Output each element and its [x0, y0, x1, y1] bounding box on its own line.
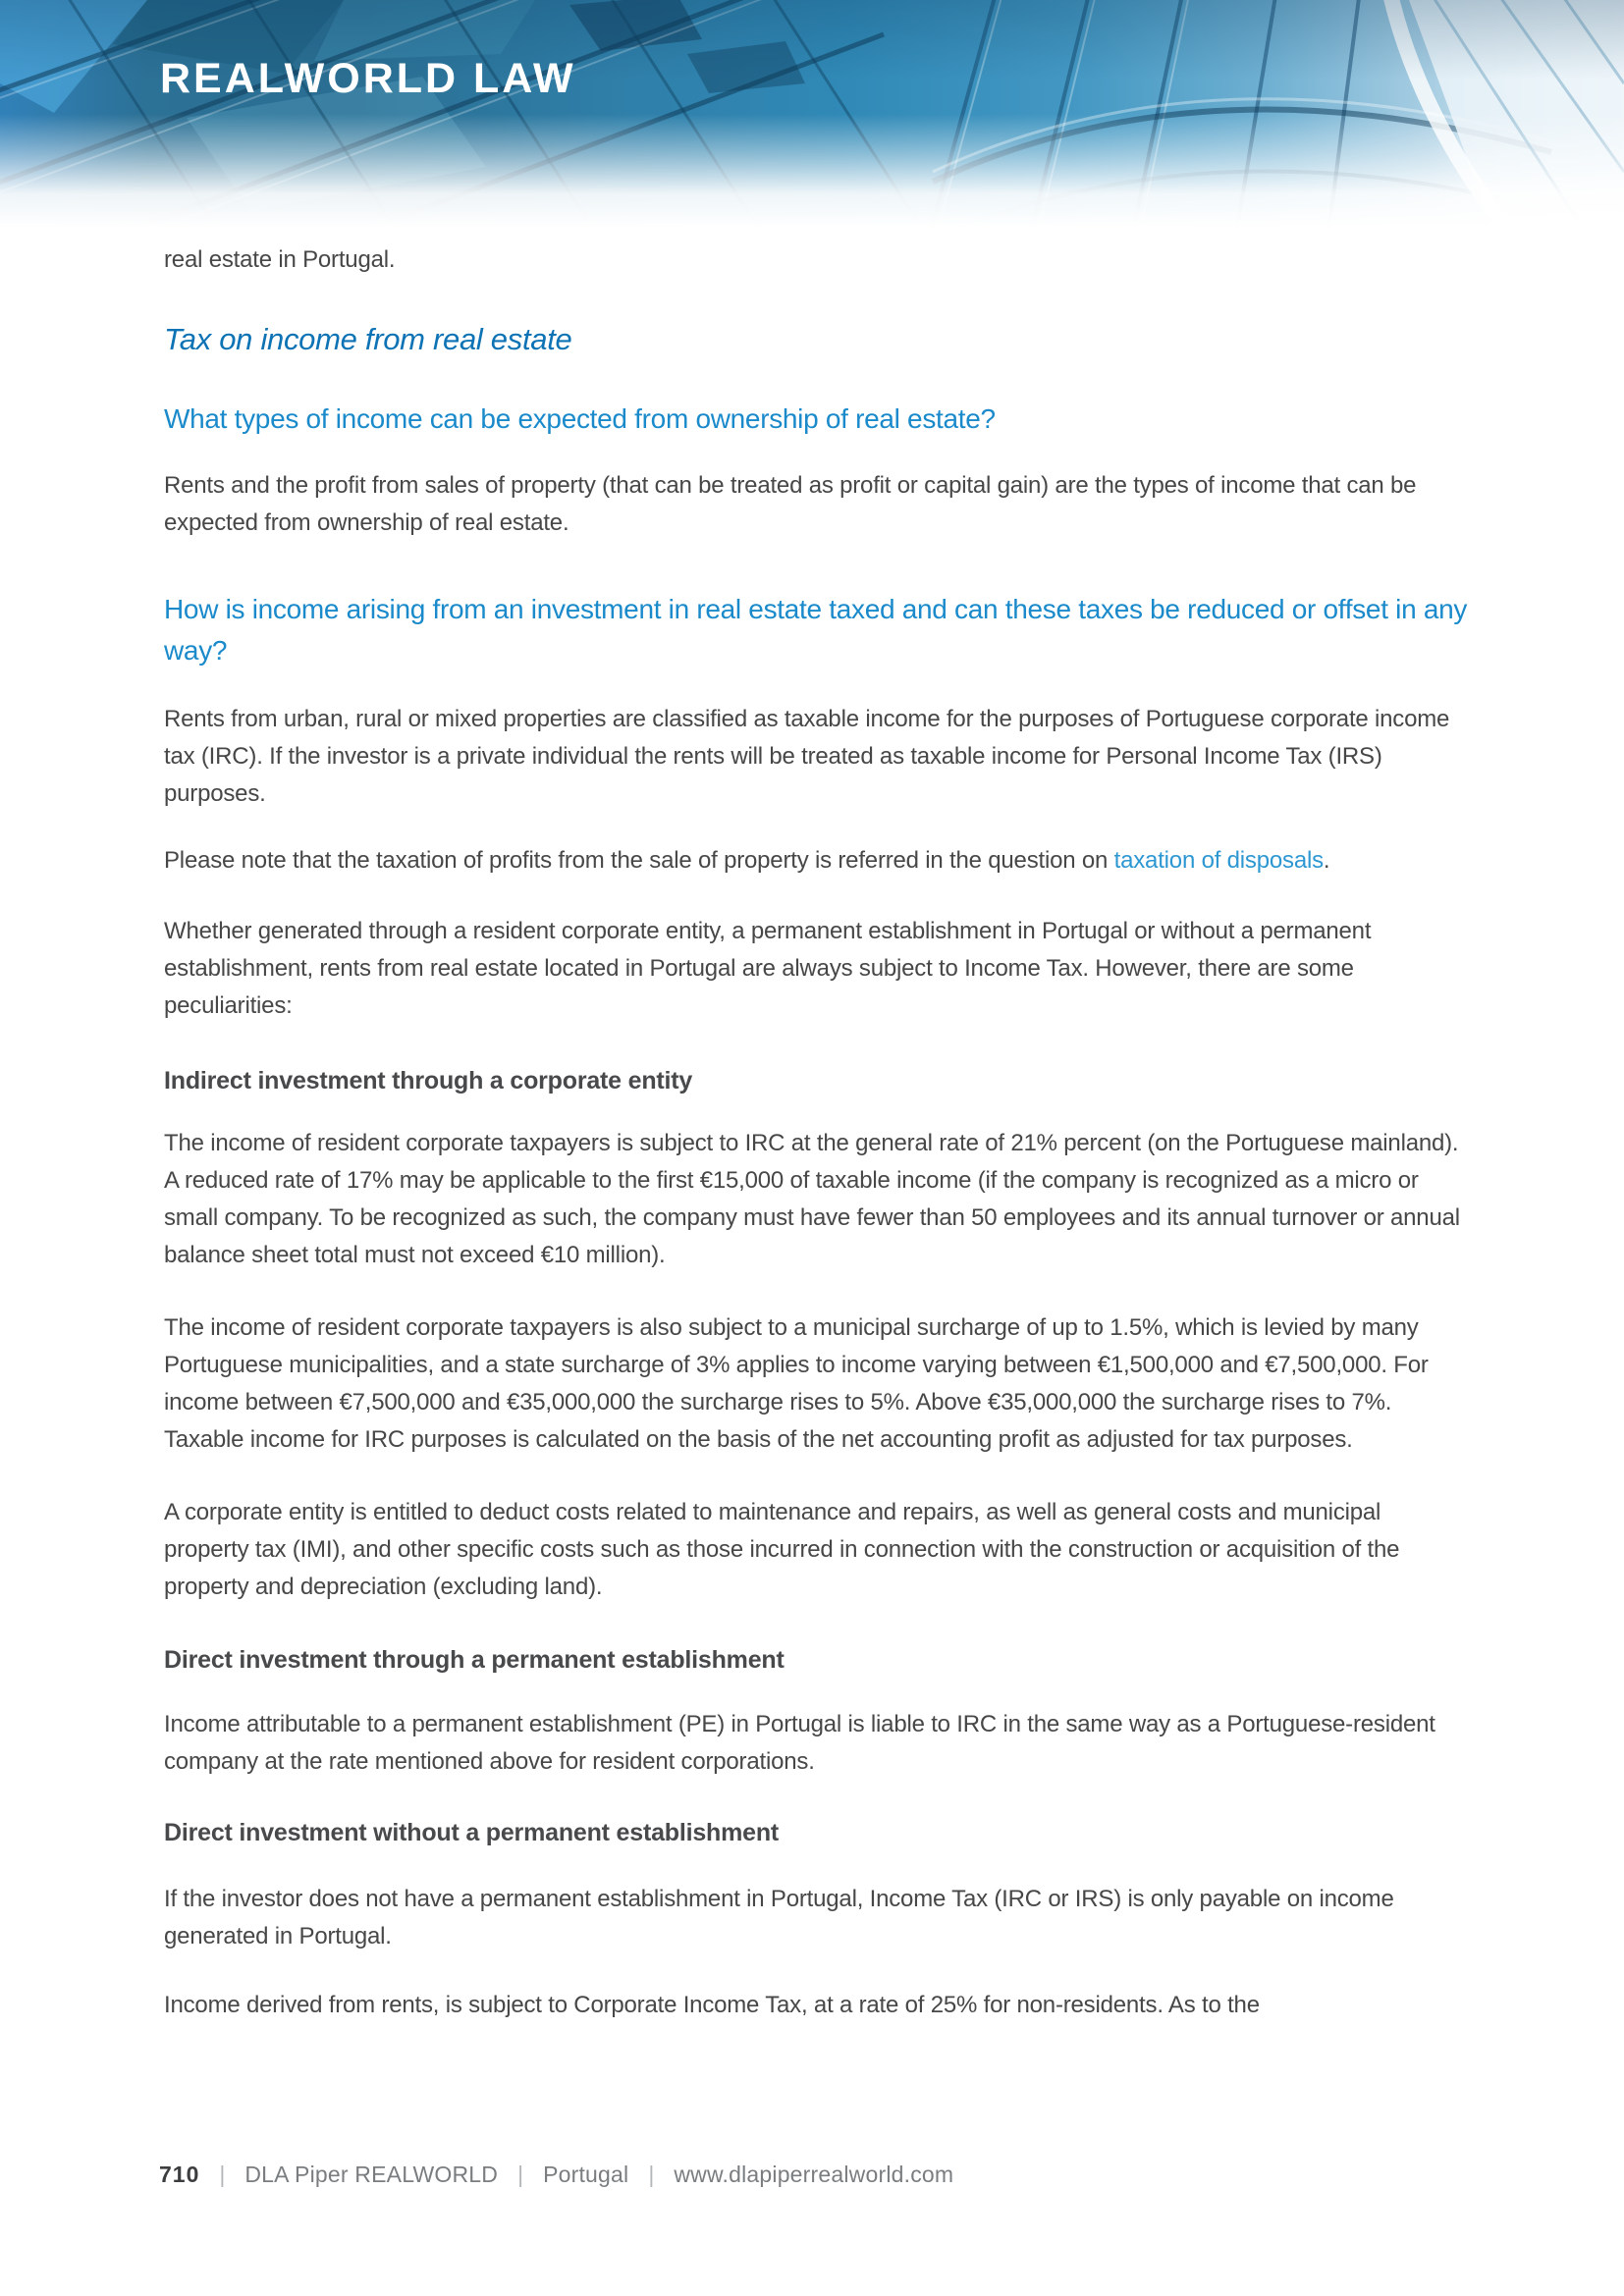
question-income-types: What types of income can be expected from ownership of real estate?	[164, 403, 996, 434]
paragraph-irc-general-rate: The income of resident corporate taxpayers is subject to IRC at the general rate of 21% percent (on the Portuguese mainland). A reduced rate of 17% may be applicable to the first €15,000 of taxable income (if the company is recognized as a micro or small company. To be recognized as such, the company must have fewer than 50 employees and its annual turnover or annual balance sheet total must not exceed €10 million).	[164, 1130, 1460, 1268]
footer-country: Portugal	[543, 2162, 629, 2187]
intro-fragment: real estate in Portugal.	[164, 246, 396, 273]
footer-brand: DLA Piper REALWORLD	[244, 2162, 499, 2187]
footer-separator-1: |	[219, 2162, 226, 2187]
paragraph-rents-classification: Rents from urban, rural or mixed properties are classified as taxable income for the purposes of Portuguese corporate income tax (IRC). If the investor is a private individual the rents will be treated as taxable income for Personal Income Tax (IRS) purposes.	[164, 706, 1450, 807]
taxation-of-disposals-link[interactable]: taxation of disposals	[1113, 847, 1324, 874]
footer-website-link[interactable]: www.dlapiperrealworld.com	[674, 2162, 954, 2187]
paragraph-surcharges: The income of resident corporate taxpayers is also subject to a municipal surcharge of up to 1.5%, which is levied by many Portuguese municipalities, and a state surcharge of 3% applies to income varying between €1,500,000 and €7,500,000. For income between €7,500,000 and €35,000,000 the surcharge rises to 5%. Above €35,000,000 the surcharge rises to 7%. Taxable income for IRC purposes is calculated on the basis of the net accounting profit as adjusted for tax purposes.	[164, 1314, 1429, 1453]
paragraph-no-pe: If the investor does not have a permanent establishment in Portugal, Income Tax (IRC or IRS) is only payable on income generated in Portugal.	[164, 1886, 1394, 1949]
page-footer	[159, 2160, 953, 2189]
subhead-direct-no-pe: Direct investment without a permanent establishment	[164, 1819, 780, 1846]
footer-separator-3: |	[648, 2162, 655, 2187]
subhead-indirect-corporate: Indirect investment through a corporate entity	[164, 1067, 693, 1095]
paragraph-deductions: A corporate entity is entitled to deduct costs related to maintenance and repairs, as well as general costs and municipal property tax (IMI), and other specific costs such as those incurred in connection with the construction or acquisition of the property and depreciation (excluding land).	[164, 1499, 1400, 1600]
section-title-tax-on-income: Tax on income from real estate	[164, 322, 572, 356]
paragraph-always-subject: Whether generated through a resident corporate entity, a permanent establishment in Portugal or without a permanent establishment, rents from real estate located in Portugal are always subject to Income Tax. However, there are some peculiarities:	[164, 918, 1372, 1019]
glass-building-photo	[0, 0, 1624, 228]
paragraph-nonresident-rate: Income derived from rents, is subject to Corporate Income Tax, at a rate of 25% for non-residents. As to the	[164, 1992, 1260, 2018]
footer-separator-2: |	[517, 2162, 524, 2187]
paragraph-income-types: Rents and the profit from sales of property (that can be treated as profit or capital gain) are the types of income that can be expected from ownership of real estate.	[164, 472, 1417, 536]
page-number: 710	[159, 2162, 200, 2187]
paragraph-pe-income: Income attributable to a permanent establishment (PE) in Portugal is liable to IRC in the same way as a Portuguese-resident company at the rate mentioned above for resident corporations.	[164, 1711, 1435, 1775]
header-banner	[0, 0, 1624, 228]
disposals-note-text-after: .	[1323, 847, 1330, 874]
disposals-note-text-before: Please note that the taxation of profits from the sale of property is referred in the question on	[164, 847, 1114, 874]
question-taxation: How is income arising from an investment in real estate taxed and can these taxes be reduced or offset in any way?	[164, 594, 1468, 666]
subhead-direct-pe: Direct investment through a permanent establishment	[164, 1646, 785, 1674]
banner-title: REALWORLD LAW	[160, 55, 576, 102]
document-content	[164, 226, 1470, 2024]
paragraph-disposals-note	[164, 842, 1470, 880]
